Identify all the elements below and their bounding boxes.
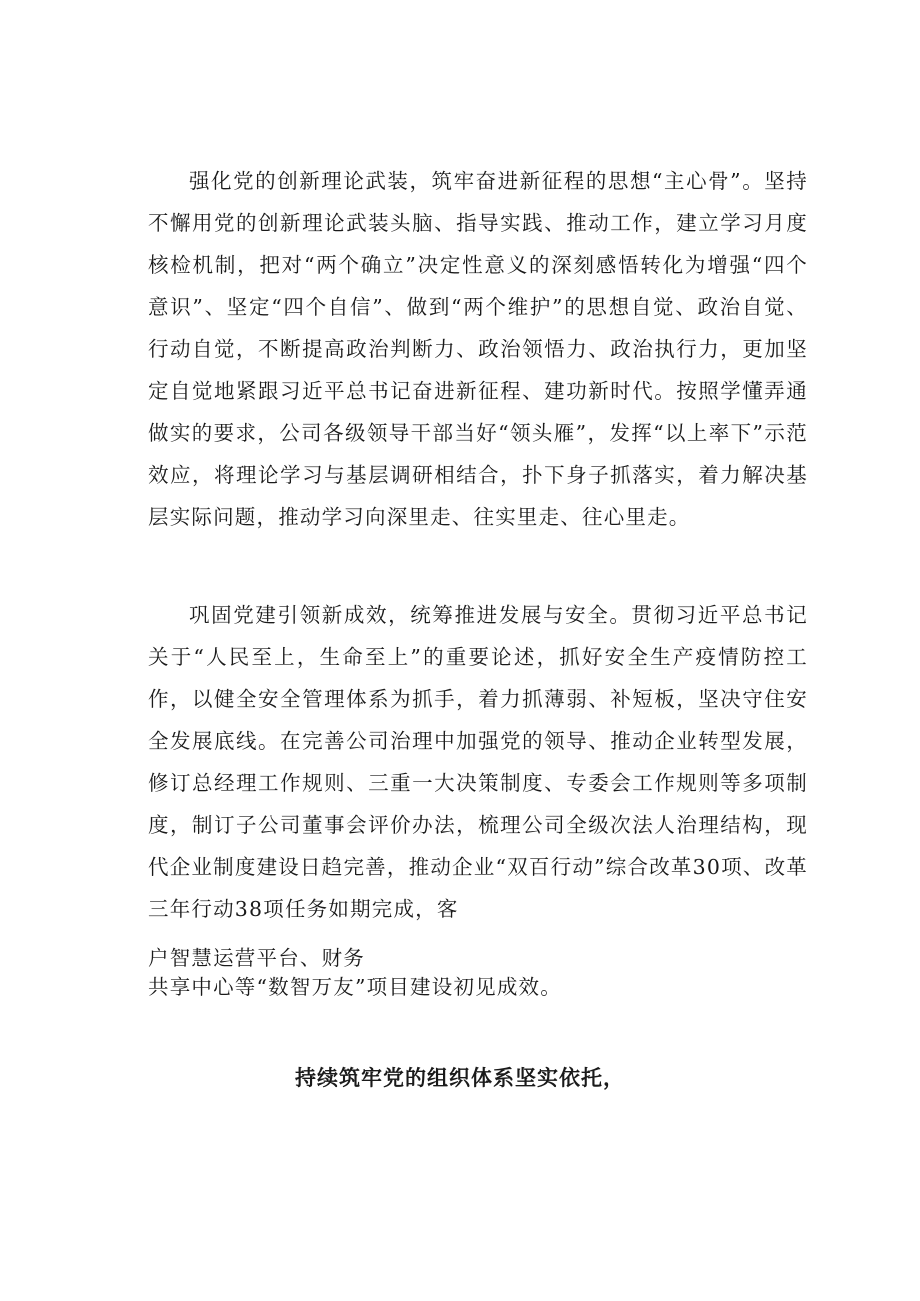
body-paragraph: 巩固党建引领新成效，统筹推进发展与安全。贯彻习近平总书记关于“人民至上，生命至上”的重要论述，抓好安全生产疫情防控工作，以健全安全管理体系为抓手，着力抓薄弱、补短板，坚决守住安全发展底线。在完善公司治理中加强党的领导、推动企业转型发展，修订总经理工作规则、三重一大决策制度、专委会工作规则等多项制度，制订子公司董事会评价办法，梳理公司全级次法人治理结构，现代企业制度建设日趋完善，推动企业“双百行动”综合改革30项、改革三年行动38项任务如期完成，客: [148, 603, 808, 921]
body-paragraph: 强化党的创新理论武装，筑牢奋进新征程的思想“主心骨”。坚持不懈用党的创新理论武装头脑、指导实践、推动工作，建立学习月度核检机制，把对“两个确立”决定性意义的深刻感悟转化为增强“四个意识”、坚定“四个自信”、做到“两个维护”的思想自觉、政治自觉、行动自觉，不断提高政治判断力、政治领悟力、政治执行力，更加坚定自觉地紧跟习近平总书记奋进新征程、建功新时代。按照学懂弄通做实的要求，公司各级领导干部当好“领头雁”，发挥“以上率下”示范效应，将理论学习与基层调研相结合，扑下身子抓落实，着力解决基层实际问题，推动学习向深里走、往实里走、往心里走。: [148, 169, 808, 529]
section-heading: 持续筑牢党的组织体系坚实依托，: [295, 1066, 625, 1090]
paragraph-fragment-line: 户智慧运营平台、财务: [148, 946, 365, 970]
paragraph-fragment-line: 共享中心等“数智万友”项目建设初见成效。: [148, 975, 562, 999]
